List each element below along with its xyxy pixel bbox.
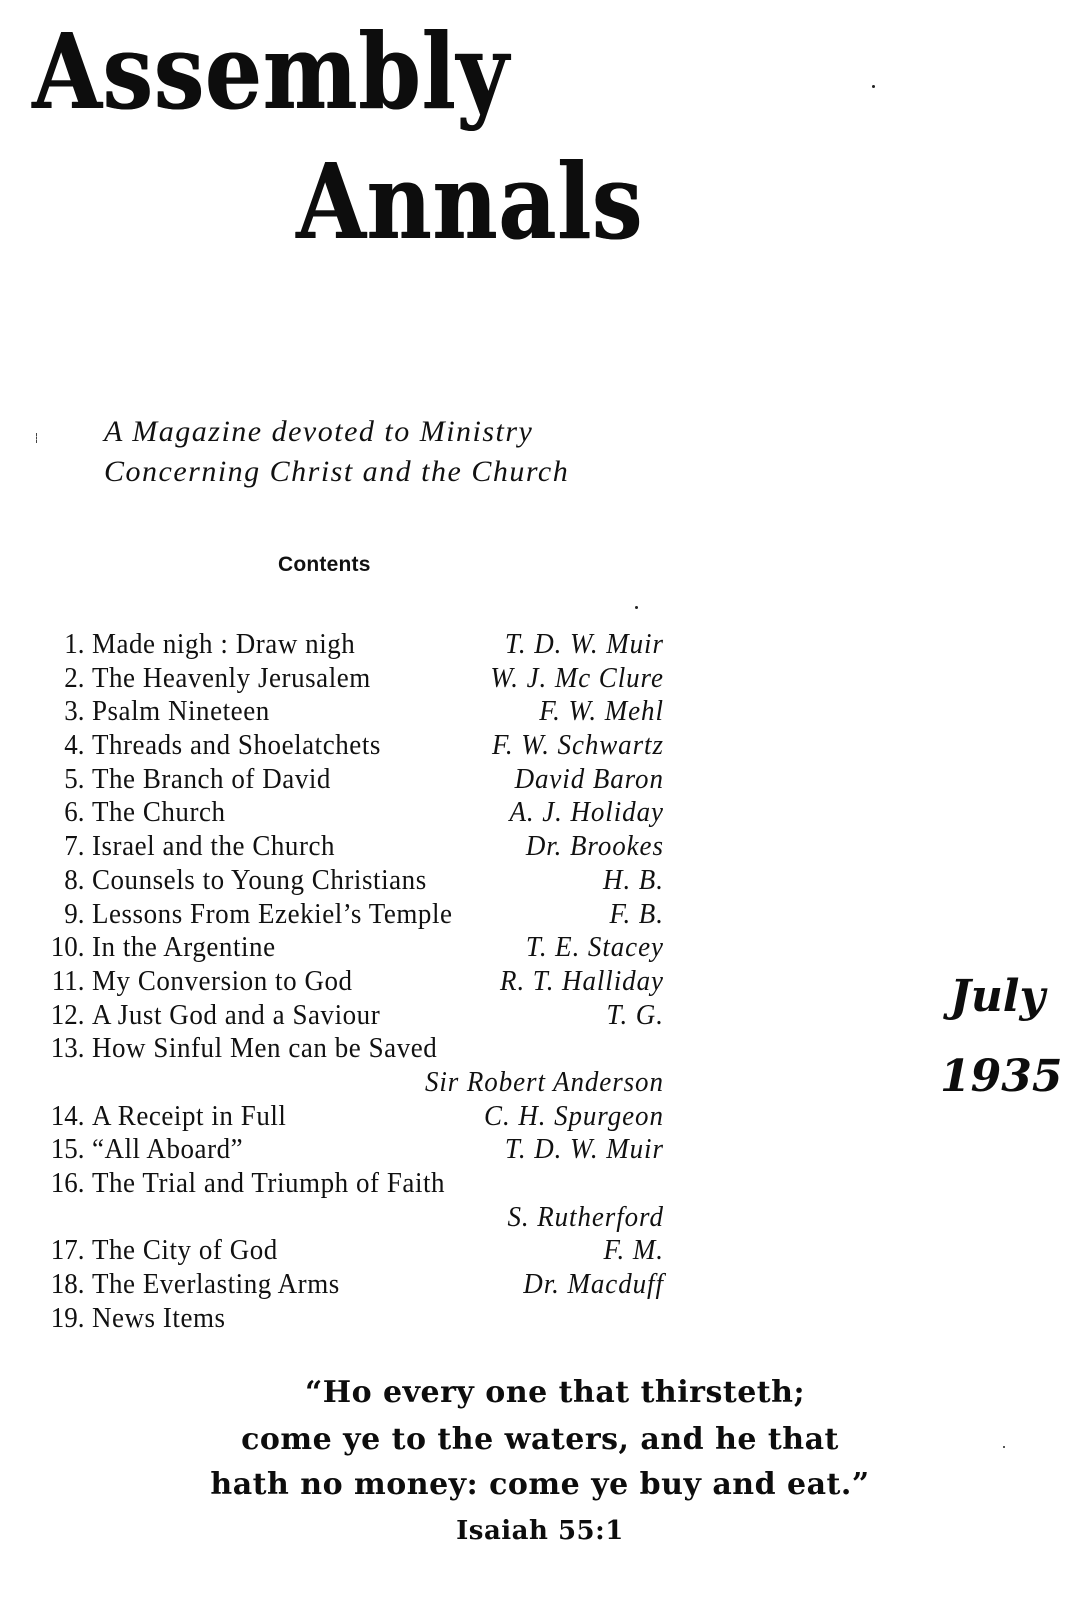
toc-entry-title: Counsels to Young Christians [91,863,427,896]
toc-entry-title: A Receipt in Full [91,1099,287,1132]
toc-entry-author: F. W. Mehl [539,695,664,728]
toc-entry-number: 4. [64,729,85,762]
toc-entry-number: 16. [50,1167,85,1199]
subtitle-line-1: A Magazine devoted to Ministry [104,415,534,448]
toc-entry-title: News Items [91,1301,226,1334]
toc-entry [38,931,664,965]
toc-entry-author: T. D. W. Muir [504,1133,664,1166]
toc-entry-title: My Conversion to God [91,964,353,997]
table-of-contents [38,628,664,1335]
toc-entry-title: Lessons From Ezekiel’s Temple [91,897,453,930]
toc-entry [38,796,664,830]
toc-entry [38,763,664,797]
toc-entry-number: 17. [50,1234,85,1267]
toc-entry-title: The Trial and Triumph of Faith [91,1167,446,1199]
toc-entry-number: 18. [50,1268,85,1301]
toc-entry-title: The City of God [91,1234,278,1267]
margin-tick-mark [36,433,39,443]
toc-entry-title: The Church [91,796,226,829]
toc-entry-author: A. J. Holiday [509,796,664,829]
issue-month: July [950,971,1046,1022]
verse-line-2: come ye to the waters, and he that [241,1422,839,1457]
toc-entry-author: F. B. [609,897,664,930]
toc-entry-title: Threads and Shoelatchets [91,729,381,762]
toc-entry-number: 13. [50,1032,85,1065]
toc-entry [38,729,664,763]
toc-entry-author: David Baron [514,762,664,795]
toc-entry-number: 5. [64,762,85,795]
toc-entry [38,662,664,696]
toc-entry-number: 14. [50,1099,85,1132]
toc-entry [38,1201,664,1235]
toc-entry-author: C. H. Spurgeon [484,1099,664,1132]
toc-entry-number: 12. [50,998,85,1031]
toc-entry-title: Israel and the Church [91,830,336,863]
toc-entry-title: Made nigh : Draw nigh [91,628,356,660]
toc-entry-title: In the Argentine [91,931,276,964]
toc-entry-title: The Everlasting Arms [91,1268,340,1301]
toc-entry-number: 9. [64,897,85,930]
toc-entry [38,999,664,1033]
toc-entry-author: F. M. [603,1234,664,1267]
toc-entry-number: 2. [64,661,85,694]
toc-entry-number: 15. [50,1133,85,1166]
verse-line-1: “Ho every one that thirsteth; [304,1375,806,1410]
toc-entry-number: 19. [50,1301,85,1334]
print-speck [1003,1446,1005,1448]
subtitle-line-2: Concerning Christ and the Church [104,455,570,488]
issue-year: 1935 [940,1051,1063,1102]
toc-entry-author: F. W. Schwartz [491,729,664,762]
toc-entry-author: R. T. Halliday [500,964,664,997]
toc-entry-author: T. D. W. Muir [504,628,664,660]
toc-entry-author: Dr. Brookes [525,830,664,863]
toc-entry [38,628,664,662]
toc-entry-number: 1. [64,628,85,660]
toc-entry [38,864,664,898]
masthead-title-line-1: Assembly [32,10,510,133]
toc-entry-number: 11. [51,964,85,997]
toc-entry [38,1234,664,1268]
toc-entry [38,1032,664,1066]
toc-entry [38,898,664,932]
toc-entry [38,1268,664,1302]
toc-entry-title: A Just God and a Saviour [91,998,381,1031]
toc-entry [38,1066,664,1100]
toc-entry-title: “All Aboard” [91,1133,244,1166]
toc-entry-author: Sir Robert Anderson [424,1065,664,1098]
toc-entry-title: The Heavenly Jerusalem [91,661,371,694]
toc-entry-number: 10. [50,931,85,964]
toc-entry-title: How Sinful Men can be Saved [91,1032,438,1065]
toc-entry-author: W. J. Mc Clure [490,661,664,694]
toc-entry-author: H. B. [603,863,664,896]
toc-entry-author: T. E. Stacey [525,931,664,964]
print-speck [635,606,638,609]
toc-entry-author: S. Rutherford [507,1200,664,1233]
toc-entry-number: 8. [64,863,85,896]
toc-entry [38,1100,664,1134]
toc-entry-author: T. G. [606,998,664,1031]
verse-reference: Isaiah 55:1 [456,1516,624,1546]
toc-entry-author: Dr. Macduff [523,1268,664,1301]
toc-entry [38,1302,664,1336]
toc-entry [38,1167,664,1201]
toc-entry [38,830,664,864]
contents-heading: Contents [278,553,371,576]
toc-entry [38,965,664,999]
toc-entry-title: Psalm Nineteen [91,695,270,728]
toc-entry-title: The Branch of David [91,762,331,795]
toc-entry-number: 7. [64,830,85,863]
verse-line-3: hath no money: come ye buy and eat.” [210,1467,870,1502]
toc-entry-number: 6. [64,796,85,829]
masthead-title-line-2: Annals [296,140,643,263]
print-speck [872,85,875,88]
toc-entry [38,1133,664,1167]
toc-entry [38,695,664,729]
toc-entry-number: 3. [64,695,85,728]
